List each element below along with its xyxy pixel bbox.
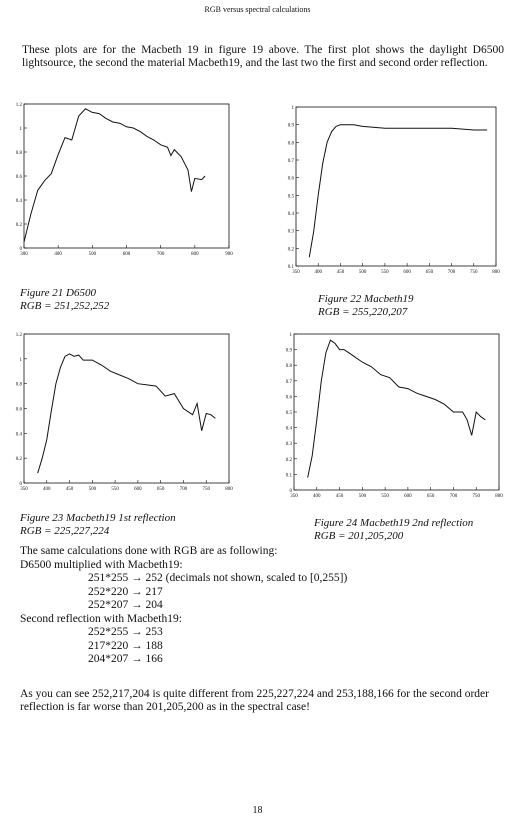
x-tick-label: 800 <box>492 270 500 275</box>
y-tick-label: 0.9 <box>285 348 292 354</box>
x-tick-label: 700 <box>449 494 458 499</box>
x-tick-label: 800 <box>191 252 199 257</box>
conclusion-paragraph: As you can see 252,217,204 is quite different from 225,227,224 and 253,188,166 for the second order reflection is far worse than 201,205,200 as in the spectral case! <box>20 688 489 713</box>
y-tick-label: 0.7 <box>287 159 294 164</box>
figure-22-title: Figure 22 Macbeth19 <box>318 293 414 305</box>
intro-paragraph: These plots are for the Macbeth 19 in figure 19 above. The first plot shows the daylight D6500 lightsource, the second the material Macbeth19, and the last two the first and second order reflection. <box>22 44 504 69</box>
y-tick-label: 1 <box>19 357 22 363</box>
x-tick-label: 650 <box>156 487 165 492</box>
plot-frame <box>24 104 229 248</box>
page-number: 18 <box>252 805 263 816</box>
y-tick-label: 0.7 <box>285 379 292 385</box>
y-tick-label: 1.2 <box>15 333 22 338</box>
y-tick-label: 0.1 <box>285 473 292 479</box>
rgb-calculation-block <box>20 545 490 667</box>
calc-intro: The same calculations done with RGB are as following: <box>20 545 278 557</box>
figure-23-chart <box>10 330 235 495</box>
y-tick-label: 0.4 <box>15 199 22 204</box>
figure-24-title: Figure 24 Macbeth19 2nd reflection <box>314 517 474 529</box>
y-tick-label: 0.8 <box>287 141 294 147</box>
x-tick-label: 450 <box>65 487 74 492</box>
y-tick-label: 0.6 <box>15 407 22 413</box>
x-tick-label: 400 <box>43 487 51 492</box>
calc-first-line: 252*207 → 204 <box>88 599 163 611</box>
y-tick-label: 1 <box>19 127 22 132</box>
x-tick-label: 600 <box>122 252 131 257</box>
figure-22-chart <box>282 103 502 278</box>
figure-24-caption <box>314 517 473 543</box>
x-tick-label: 500 <box>88 487 97 492</box>
figure-23-title: Figure 23 Macbeth19 1st reflection <box>20 512 176 524</box>
y-tick-label: 0.4 <box>285 426 292 432</box>
calc-second-line: 252*255 → 253 <box>88 626 163 638</box>
y-tick-label: 0.5 <box>287 194 294 200</box>
x-tick-label: 600 <box>403 270 411 275</box>
calc-second-heading: Second reflection with Macbeth19: <box>20 612 182 625</box>
calc-first-line: 252*220 → 217 <box>88 585 163 598</box>
x-tick-label: 450 <box>335 494 344 499</box>
x-tick-label: 750 <box>472 494 480 499</box>
series-line <box>24 109 205 242</box>
x-tick-label: 650 <box>426 494 435 499</box>
x-tick-label: 700 <box>179 487 188 492</box>
y-tick-label: 0.4 <box>15 432 22 438</box>
x-tick-label: 550 <box>111 487 119 492</box>
x-tick-label: 500 <box>358 270 367 275</box>
x-tick-label: 700 <box>156 252 165 257</box>
x-tick-label: 600 <box>134 487 142 492</box>
x-tick-label: 500 <box>88 252 97 257</box>
y-tick-label: 0.3 <box>285 442 292 448</box>
x-tick-label: 500 <box>358 494 367 499</box>
y-tick-label: 1 <box>289 333 292 338</box>
plot-frame <box>296 107 496 266</box>
y-tick-label: 0.8 <box>15 382 22 388</box>
calc-second-line: 217*220 → 188 <box>88 639 163 652</box>
y-tick-label: 0.4 <box>287 212 294 217</box>
y-tick-label: 0 <box>19 482 22 487</box>
calc-first-line: 251*255 → 252 (decimals not shown, scaled to [0,255]) <box>88 572 348 584</box>
series-line <box>309 125 487 258</box>
x-tick-label: 450 <box>336 270 345 275</box>
x-tick-label: 400 <box>313 494 321 499</box>
y-tick-label: 0.3 <box>287 229 294 235</box>
x-tick-label: 650 <box>425 270 434 275</box>
x-tick-label: 800 <box>495 494 503 499</box>
figure-22-caption <box>318 293 414 319</box>
series-line <box>38 354 216 473</box>
x-tick-label: 350 <box>20 487 28 492</box>
y-tick-label: 0.8 <box>285 364 292 370</box>
figure-22-rgb: RGB = 255,220,207 <box>318 306 408 318</box>
figure-21-chart <box>10 100 235 260</box>
x-tick-label: 350 <box>290 494 298 499</box>
running-head: RGB versus spectral calculations <box>204 5 311 14</box>
figure-24-rgb: RGB = 201,205,200 <box>314 530 404 542</box>
y-tick-label: 0 <box>19 247 22 252</box>
y-tick-label: 0.8 <box>15 151 22 156</box>
figure-23-caption <box>20 512 176 538</box>
x-tick-label: 550 <box>381 494 389 499</box>
series-line <box>308 340 486 477</box>
y-tick-label: 1 <box>291 106 294 111</box>
x-tick-label: 400 <box>54 252 62 257</box>
x-tick-label: 350 <box>292 270 300 275</box>
y-tick-label: 0.5 <box>285 411 292 416</box>
figure-21-rgb: RGB = 251,252,252 <box>20 300 110 312</box>
y-tick-label: 0.9 <box>287 123 294 129</box>
calc-first-heading: D6500 multiplied with Macbeth19: <box>20 558 183 571</box>
x-tick-label: 750 <box>202 487 210 492</box>
figure-23-rgb: RGB = 225,227,224 <box>20 525 110 537</box>
y-tick-label: 0.2 <box>285 457 292 463</box>
y-tick-label: 0.2 <box>15 223 22 228</box>
x-tick-label: 900 <box>225 252 233 257</box>
y-tick-label: 0.2 <box>287 247 294 253</box>
y-tick-label: 0.6 <box>285 395 292 401</box>
y-tick-label: 0.6 <box>15 175 22 180</box>
figure-21-caption <box>20 287 109 313</box>
x-tick-label: 300 <box>20 252 28 257</box>
x-tick-label: 400 <box>314 270 322 275</box>
x-tick-label: 800 <box>225 487 233 492</box>
figure-24-chart <box>280 330 505 502</box>
x-tick-label: 550 <box>381 270 389 275</box>
y-tick-label: 0 <box>289 489 292 494</box>
y-tick-label: 0.2 <box>15 457 22 463</box>
y-tick-label: 0.1 <box>287 265 294 270</box>
y-tick-label: 1.2 <box>15 103 22 108</box>
calc-second-line: 204*207 → 166 <box>88 653 163 665</box>
y-tick-label: 0.6 <box>287 176 294 182</box>
x-tick-label: 700 <box>447 270 456 275</box>
figure-21-title: Figure 21 D6500 <box>20 287 96 299</box>
x-tick-label: 600 <box>404 494 412 499</box>
x-tick-label: 750 <box>470 270 478 275</box>
